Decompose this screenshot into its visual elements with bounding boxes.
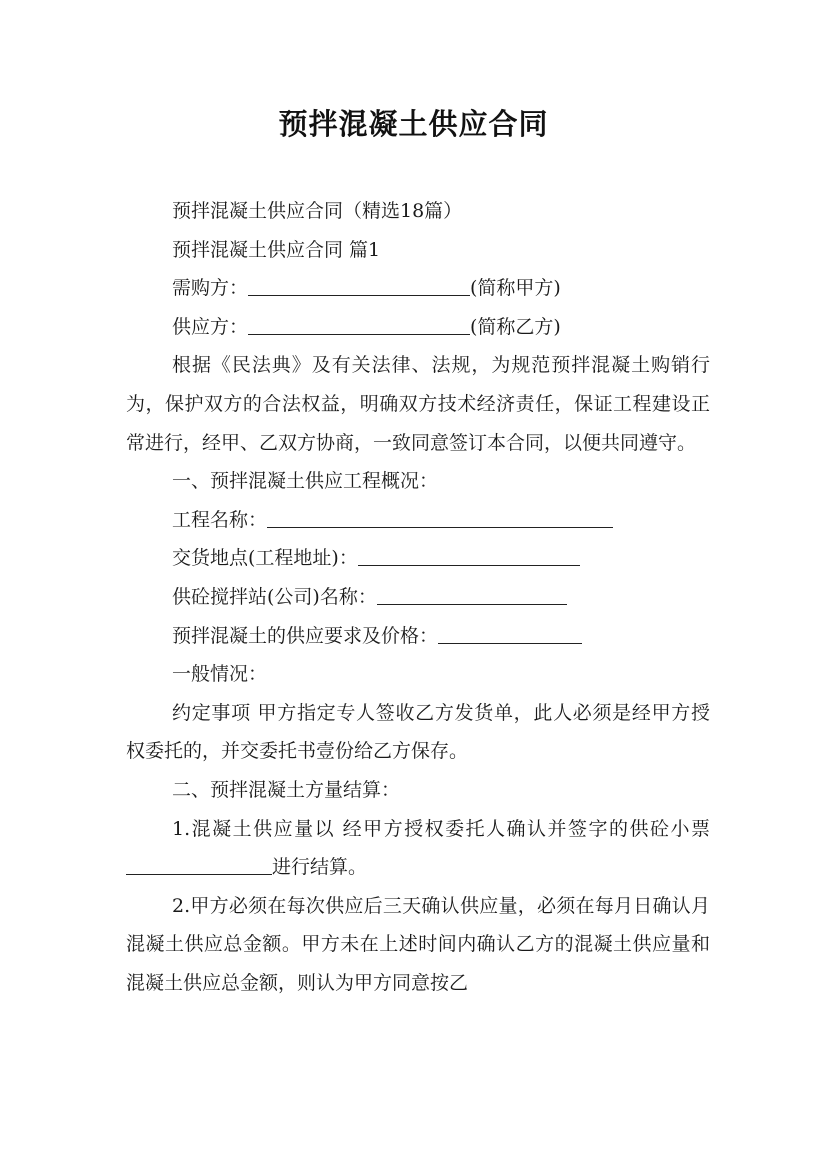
delivery-blank	[358, 545, 580, 566]
agreement-paragraph: 约定事项 甲方指定专人签收乙方发货单，此人必须是经甲方授权委托的，并交委托书壹份给乙方保存。	[126, 701, 710, 763]
item1-suffix: 进行结算。	[272, 856, 368, 879]
supplier-label: 供应方：	[172, 315, 249, 338]
item2-paragraph: 2.甲方必须在每次供应后三天确认供应量，必须在每月日确认月混凝土供应总金额。甲方未在上述时间内确认乙方的混凝土供应量和混凝土供应总金额，则认为甲方同意按乙	[126, 894, 710, 994]
preamble-paragraph: 根据《民法典》及有关法律、法规，为规范预拌混凝土购销行为，保护双方的合法权益，明确双方技术经济责任，保证工程建设正常进行，经甲、乙双方协商，一致同意签订本合同，以便共同遵守。	[126, 354, 710, 454]
supplier-blank	[248, 314, 470, 335]
section1-heading: 一、预拌混凝土供应工程概况：	[172, 470, 439, 493]
document-title: 预拌混凝土供应合同	[278, 107, 549, 141]
item1-paragraph	[126, 810, 710, 887]
requirements-label: 预拌混凝土的供应要求及价格：	[172, 624, 439, 647]
requirements-line	[126, 617, 710, 656]
supplier-line	[126, 308, 710, 347]
buyer-suffix: (简称甲方)	[470, 277, 561, 300]
project-name-label: 工程名称：	[172, 508, 268, 531]
requirements-blank	[438, 623, 582, 644]
item1-blank	[126, 854, 272, 875]
project-name-blank	[267, 507, 613, 528]
buyer-label: 需购方：	[172, 277, 249, 300]
general-heading: 一般情况：	[172, 663, 268, 686]
delivery-line	[126, 539, 710, 578]
plant-line	[126, 578, 710, 617]
buyer-blank	[248, 275, 470, 296]
buyer-line	[126, 269, 710, 308]
delivery-label: 交货地点(工程地址)：	[172, 547, 358, 570]
plant-label: 供砼搅拌站(公司)名称：	[172, 585, 377, 608]
document-body	[126, 192, 710, 1002]
item1-text: 1.混凝土供应量以 经甲方授权委托人确认并签字的供砼小票	[172, 817, 710, 840]
subtitle-line: 预拌混凝土供应合同（精选18篇）	[172, 200, 463, 222]
section2-heading: 二、预拌混凝土方量结算：	[172, 778, 401, 801]
plant-blank	[377, 584, 567, 605]
supplier-suffix: (简称乙方)	[470, 315, 561, 338]
project-name-line	[126, 501, 710, 540]
article-heading: 预拌混凝土供应合同 篇1	[172, 238, 381, 261]
